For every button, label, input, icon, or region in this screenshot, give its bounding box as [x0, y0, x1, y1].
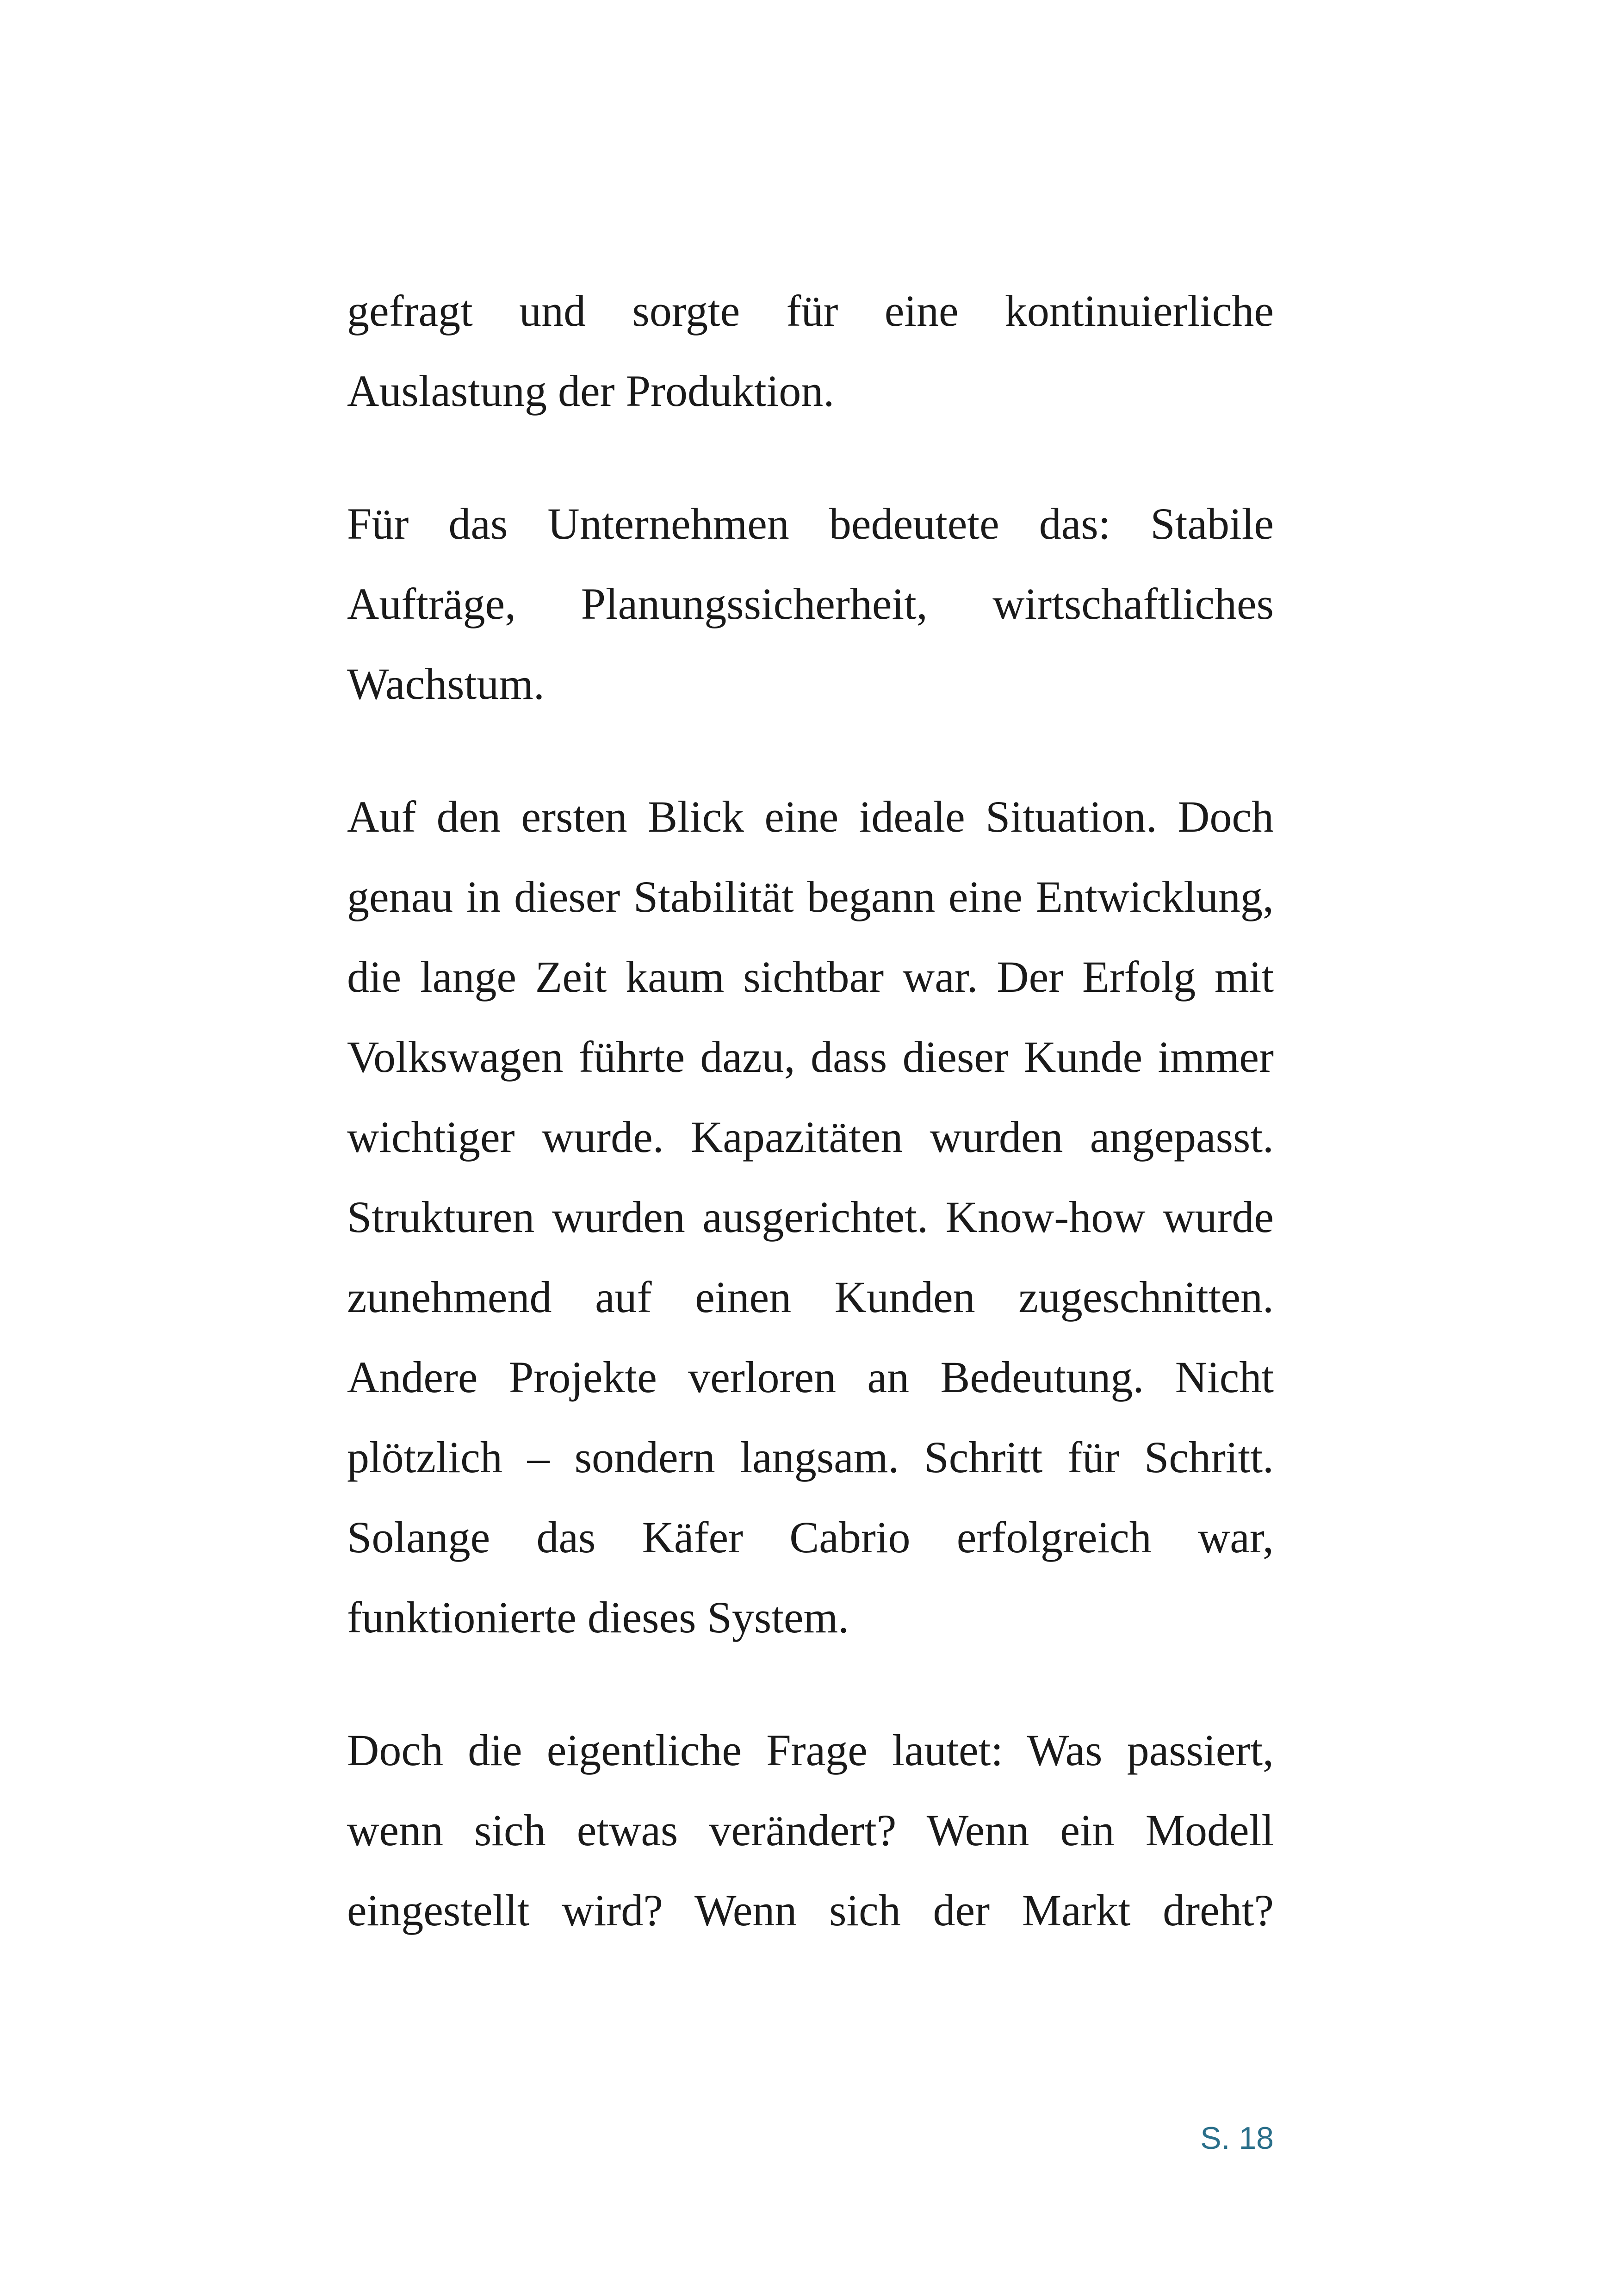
paragraph-3: Auf den ersten Blick eine ideale Situation. Doch genau in dieser Stabilität begann eine Entwicklung, die lange Zeit kaum sichtbar war. Der Erfolg mit Volkswagen führte dazu, dass dieser Kunde immer wichtiger wurde. Kapazitäten wurden angepasst. Strukturen wurden ausgerichtet. Know-how wurde zunehmend auf einen Kunden zugeschnitten. Andere Projekte verloren an Bedeutung. Nicht plötzlich – sondern langsam. Schritt für Schritt. Solange das Käfer Cabrio erfolgreich war, funktionierte dieses System.	[347, 792, 1274, 1642]
paragraph-2: Für das Unternehmen bedeutete das: Stabile Aufträge, Planungssicherheit, wirtschaftliches Wachstum.	[347, 499, 1274, 709]
body-text	[347, 271, 1274, 1950]
page-number: S. 18	[1200, 2121, 1274, 2156]
paragraph-1: gefragt und sorgte für eine kontinuierliche Auslastung der Produktion.	[347, 286, 1274, 416]
paragraph-4: Doch die eigentliche Frage lautet: Was passiert, wenn sich etwas verändert? Wenn ein Modell eingestellt wird? Wenn sich der Markt dreht?	[347, 1725, 1274, 1935]
